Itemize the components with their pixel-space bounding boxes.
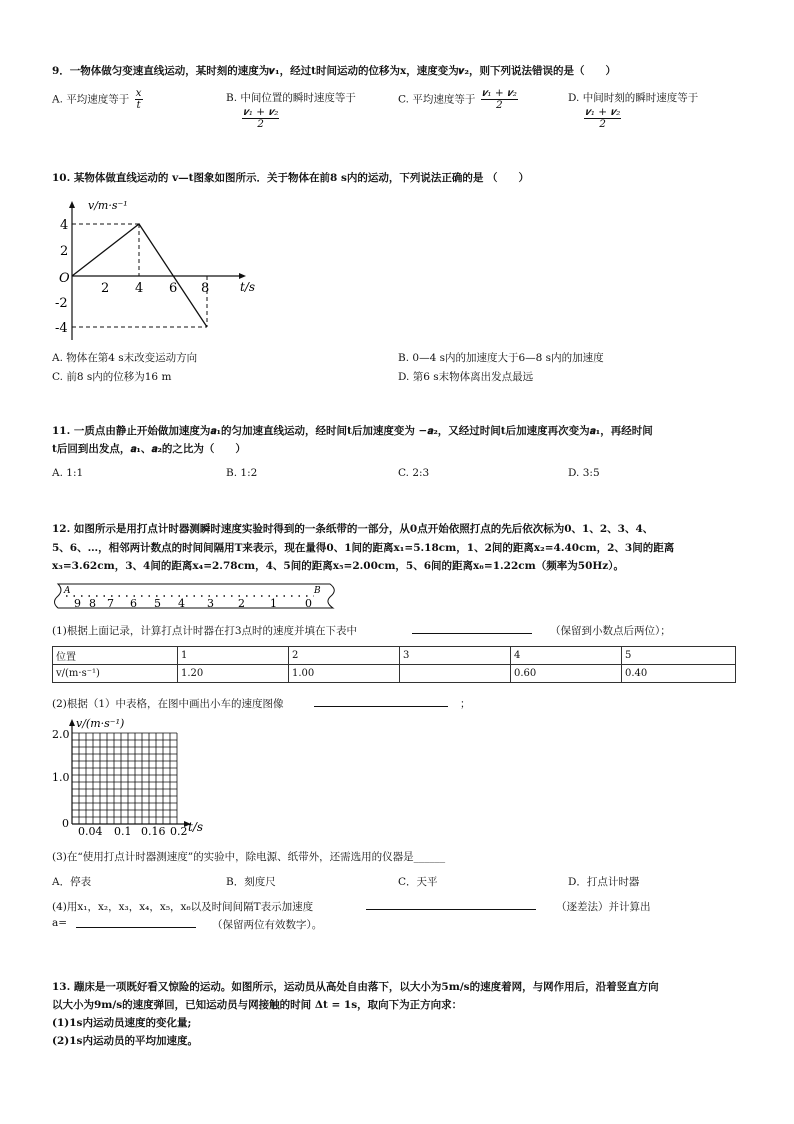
q12-grid-ytick-1: 1.0 (52, 771, 70, 784)
q9-c-num: 𝒗₁ + 𝒗₂ (481, 87, 517, 99)
q9-c-den: 2 (495, 99, 503, 112)
q12-tape-3: 3 (207, 597, 214, 610)
q13-stem-line2: 以大小为9m/s的速度弹回，已知运动员与网接触的时间 Δt = 1s，取向下为正方向求： (52, 999, 463, 1011)
q12-part4-formula-blank[interactable] (366, 896, 536, 910)
table-cell-answer[interactable] (400, 665, 511, 683)
table-cell: 3 (400, 647, 511, 665)
q9-option-c[interactable] (398, 88, 518, 111)
q12-part2-answer-blank[interactable] (314, 693, 448, 707)
q12-part1-note: （保留到小数点后两位）； (550, 625, 671, 637)
q12-part4-a-note: （保留两位有效数字）。 (212, 919, 323, 931)
q12-tape-8: 8 (89, 597, 96, 610)
q12-tape-a: A (64, 586, 71, 596)
q12-part4-text: (4)用x₁，x₂，x₃，x₄，x₅，x₆以及时间间隔T表示加速度 (52, 901, 314, 913)
q12-part4-a-blank[interactable] (76, 914, 196, 928)
q9-option-d-label: D. 中间时刻的瞬时速度等于 (568, 92, 699, 104)
q12-tape-5: 5 (154, 597, 161, 610)
q12-stem-line2: 5、6、…，相邻两计数点的时间间隔用T来表示，现在量得0、1间的距离x₁=5.18cm，1、2间的距离x₂=4.40cm，2、3间的距离 (52, 542, 675, 554)
q10-xtick-6: 6 (169, 281, 178, 296)
q10-origin: O (59, 271, 70, 286)
table-cell: 4 (511, 647, 622, 665)
q12-grid-xtick-01: 0.1 (114, 825, 132, 838)
q12-tape-b: B (314, 586, 321, 596)
table-cell: 2 (289, 647, 400, 665)
q12-grid-xlabel: t/s (188, 820, 204, 834)
table-row (53, 665, 736, 683)
q9-a-den: t (136, 99, 141, 112)
q13-stem-line1: 13. 蹦床是一项既好看又惊险的运动。如图所示，运动员从高处自由落下，以大小为5m/s的速度着网，与网作用后，沿着竖直方向 (52, 981, 659, 993)
q12-tape-6: 6 (130, 597, 137, 610)
q12-part4-note: （逐差法）并计算出 (556, 901, 651, 913)
q10-xlabel: t/s (240, 280, 256, 294)
q12-grid-lines (72, 733, 177, 824)
q10-xtick-4: 4 (135, 281, 144, 296)
q12-grid-xtick-02: 0.2 (170, 825, 188, 838)
q9-b-num: 𝒗₁ + 𝒗₂ (243, 106, 279, 118)
q9-option-d[interactable] (568, 90, 698, 130)
q12-part1-text: (1)根据上面记录，计算打点计时器在打3点时的速度并填在下表中 (52, 625, 358, 637)
q13-sub2: (2)1s内运动员的平均加速度。 (52, 1035, 198, 1047)
q12-tape-4: 4 (178, 597, 185, 610)
q12-tape-7: 7 (107, 597, 114, 610)
q9-option-a-label: A. 平均速度等于 (52, 93, 130, 106)
table-cell: 0.40 (622, 665, 736, 683)
q11-stem-line1: 11. 一质点由静止开始做加速度为𝒂₁的匀加速直线运动，经时间t后加速度变为 −𝒂₂，又经过时间t后加速度再次变为𝒂₁，再经时间 (52, 425, 653, 437)
table-cell: 位置 (53, 647, 178, 665)
q11-option-b[interactable]: B. 1:2 (226, 467, 258, 479)
q10-option-c[interactable]: C. 前8 s内的位移为16 m (52, 371, 172, 383)
q12-part1-answer-blank[interactable] (412, 620, 532, 634)
table-cell: v/(m·s⁻¹) (53, 665, 178, 683)
q10-vt-graph (52, 195, 272, 345)
q12-part1 (52, 623, 357, 638)
q9-d-num: 𝒗₁ + 𝒗₂ (585, 106, 621, 118)
table-cell: 1.00 (289, 665, 400, 683)
q11-option-d[interactable]: D. 3:5 (568, 467, 600, 479)
q10-ytick-2: 2 (60, 244, 69, 259)
q9-option-b[interactable] (226, 90, 356, 130)
q12-stem-line3: x₃=3.62cm，3、4间的距离x₄=2.78cm，4、5间的距离x₅=2.00cm，5、6间的距离x₆=1.22cm（频率为50Hz）。 (52, 560, 625, 572)
q12-grid-ytick-0: 0 (62, 817, 69, 830)
q12-tape-9: 9 (74, 597, 81, 610)
q10-xtick-8: 8 (201, 281, 210, 296)
q12-tape-0: 0 (305, 597, 312, 610)
q13-sub1: (1)1s内运动员速度的变化量; (52, 1017, 192, 1029)
q10-x-arrow (239, 273, 246, 279)
table-cell: 1 (178, 647, 289, 665)
q9-d-den: 2 (599, 118, 606, 131)
q11-option-a[interactable]: A. 1:1 (52, 467, 84, 479)
q12-grid-xtick-016: 0.16 (141, 825, 166, 838)
q12-tape-1: 1 (270, 597, 277, 610)
q12-grid-ylabel: v/(m·s⁻¹) (76, 717, 125, 730)
q11-option-c[interactable]: C. 2:3 (398, 467, 430, 479)
q12-paper-tape (52, 580, 342, 612)
q12-part3-option-d[interactable]: D．打点计时器 (568, 876, 640, 888)
q12-stem-line1: 12. 如图所示是用打点计时器测瞬时速度实验时得到的一条纸带的一部分，从0点开始依照打点的先后依次标为0、1、2、3、4、 (52, 523, 654, 535)
q10-ytick-m2: -2 (55, 296, 68, 311)
q12-part2-end: ； (460, 698, 471, 710)
q10-ytick-m4: -4 (55, 321, 68, 336)
q12-part3-option-a[interactable]: A．停表 (52, 876, 92, 888)
q12-speed-table (52, 646, 736, 683)
q10-ytick-4: 4 (60, 218, 69, 233)
q9-option-b-label: B. 中间位置的瞬时速度等于 (226, 92, 356, 104)
table-header-row (53, 647, 736, 665)
q12-part4-a-label: a= (52, 917, 68, 929)
q11-stem-line2: t后回到出发点，𝒂₁、𝒂₂的之比为（ ） (52, 443, 246, 455)
q12-tape-2: 2 (238, 597, 245, 610)
q10-option-a[interactable]: A. 物体在第4 s末改变运动方向 (52, 352, 198, 364)
table-cell: 5 (622, 647, 736, 665)
q12-speed-grid[interactable] (52, 715, 212, 839)
q12-part3-text: (3)在“使用打点计时器测速度”的实验中，除电源、纸带外，还需选用的仪器是______ (52, 851, 446, 863)
table-cell: 0.60 (511, 665, 622, 683)
q9-option-a[interactable] (52, 88, 143, 111)
q12-part3-option-c[interactable]: C．天平 (398, 876, 438, 888)
q10-xtick-2: 2 (101, 281, 110, 296)
q12-grid-ytick-2: 2.0 (52, 728, 70, 741)
q12-part2-text: (2)根据（1）中表格，在图中画出小车的速度图像 (52, 698, 284, 710)
q9-option-c-label: C. 平均速度等于 (398, 93, 476, 106)
q9-b-den: 2 (257, 118, 264, 131)
q12-part3-option-b[interactable]: B．刻度尺 (226, 876, 276, 888)
q10-option-d[interactable]: D. 第6 s末物体离出发点最远 (398, 371, 534, 383)
q12-grid-xtick-004: 0.04 (78, 825, 103, 838)
q10-ylabel: v/m·s⁻¹ (88, 199, 128, 212)
q9-a-num: x (135, 87, 142, 99)
table-cell: 1.20 (178, 665, 289, 683)
q10-y-arrow (69, 201, 75, 208)
q10-option-b[interactable]: B. 0—4 s内的加速度大于6—8 s内的加速度 (398, 352, 604, 364)
q12-grid-y-arrow (69, 719, 75, 726)
q9-stem: 9．一物体做匀变速直线运动，某时刻的速度为𝒗₁，经过t时间运动的位移为x，速度变为𝒗₂，则下列说法错误的是（ ） (52, 65, 616, 77)
q10-stem: 10. 某物体做直线运动的 v—t图象如图所示．关于物体在前8 s内的运动，下列说法正确的是 （ ） (52, 172, 530, 184)
